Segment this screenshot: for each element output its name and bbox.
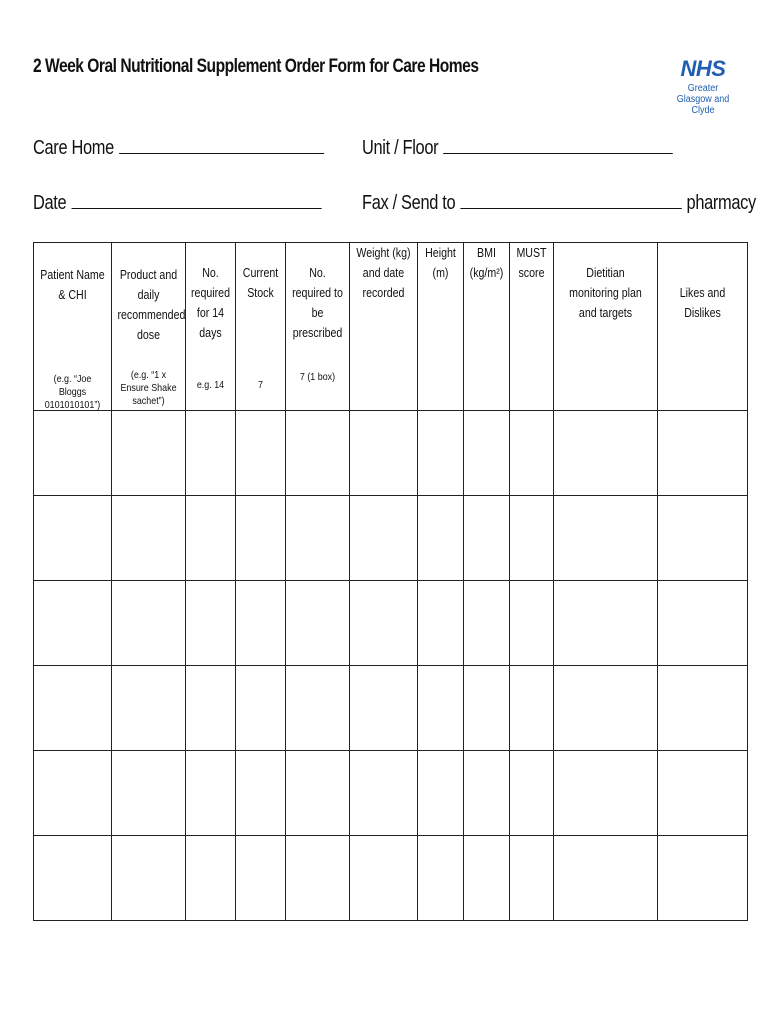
form-title: 2 Week Oral Nutritional Supplement Order Form for Care Homes bbox=[33, 56, 479, 77]
entry-cell-current_stock[interactable] bbox=[236, 751, 286, 836]
entry-cell-current_stock[interactable] bbox=[236, 496, 286, 581]
nhs-board-name: Greater Glasgow and Clyde bbox=[676, 83, 730, 116]
entry-cell-current_stock[interactable] bbox=[236, 411, 286, 496]
example-product: (e.g. “1 x Ensure Shake sachet”) bbox=[120, 369, 177, 407]
entry-cell-must[interactable] bbox=[510, 581, 554, 666]
entry-cell-height[interactable] bbox=[418, 411, 464, 496]
header-cell-must bbox=[510, 243, 554, 411]
entry-cell-height[interactable] bbox=[418, 836, 464, 921]
entry-cell-dietitian[interactable] bbox=[554, 666, 658, 751]
nhs-logo bbox=[672, 57, 734, 116]
column-header-likes: Likes and Dislikes bbox=[679, 286, 726, 320]
header-cell-weight bbox=[350, 243, 418, 411]
column-header-dietitian: Dietitian monitoring plan and targets bbox=[569, 266, 642, 320]
entry-cell-current_stock[interactable] bbox=[236, 666, 286, 751]
entry-cell-current_stock[interactable] bbox=[236, 581, 286, 666]
entry-cell-to_prescribe[interactable] bbox=[286, 581, 350, 666]
column-header-must: MUST score bbox=[516, 246, 547, 280]
entry-cell-likes[interactable] bbox=[658, 496, 748, 581]
care-home-input-line[interactable] bbox=[119, 135, 324, 154]
entry-cell-must[interactable] bbox=[510, 496, 554, 581]
table-row bbox=[34, 836, 748, 921]
header-cell-bmi bbox=[464, 243, 510, 411]
header-cell-no_required bbox=[186, 243, 236, 411]
date-label: Date bbox=[33, 192, 67, 214]
entry-cell-bmi[interactable] bbox=[464, 836, 510, 921]
entry-cell-bmi[interactable] bbox=[464, 581, 510, 666]
unit-floor-label: Unit / Floor bbox=[362, 137, 439, 159]
column-header-product: Product and daily recommended dose bbox=[117, 268, 186, 342]
entry-cell-no_required[interactable] bbox=[186, 751, 236, 836]
entry-cell-patient[interactable] bbox=[34, 581, 112, 666]
entry-cell-product[interactable] bbox=[112, 751, 186, 836]
entry-cell-dietitian[interactable] bbox=[554, 496, 658, 581]
header-cell-to_prescribe bbox=[286, 243, 350, 411]
table-header-row bbox=[34, 243, 748, 411]
entry-cell-must[interactable] bbox=[510, 411, 554, 496]
header-cell-product bbox=[112, 243, 186, 411]
entry-cell-current_stock[interactable] bbox=[236, 836, 286, 921]
table-row bbox=[34, 666, 748, 751]
fax-send-label: Fax / Send to bbox=[362, 192, 456, 214]
entry-cell-height[interactable] bbox=[418, 496, 464, 581]
entry-cell-patient[interactable] bbox=[34, 496, 112, 581]
table-row bbox=[34, 496, 748, 581]
column-header-patient: Patient Name & CHI bbox=[40, 268, 105, 302]
fax-send-suffix: pharmacy bbox=[686, 192, 756, 214]
header-cell-likes bbox=[658, 243, 748, 411]
entry-cell-likes[interactable] bbox=[658, 836, 748, 921]
fax-send-input-line[interactable] bbox=[460, 190, 681, 209]
entry-cell-product[interactable] bbox=[112, 496, 186, 581]
entry-cell-patient[interactable] bbox=[34, 411, 112, 496]
entry-cell-must[interactable] bbox=[510, 836, 554, 921]
column-header-bmi: BMI (kg/m²) bbox=[469, 246, 504, 280]
entry-cell-weight[interactable] bbox=[350, 836, 418, 921]
entry-cell-no_required[interactable] bbox=[186, 581, 236, 666]
entry-cell-to_prescribe[interactable] bbox=[286, 836, 350, 921]
entry-cell-bmi[interactable] bbox=[464, 411, 510, 496]
entry-cell-product[interactable] bbox=[112, 836, 186, 921]
entry-cell-height[interactable] bbox=[418, 581, 464, 666]
header-cell-dietitian bbox=[554, 243, 658, 411]
order-table bbox=[33, 242, 748, 921]
entry-cell-no_required[interactable] bbox=[186, 411, 236, 496]
entry-cell-dietitian[interactable] bbox=[554, 751, 658, 836]
entry-cell-weight[interactable] bbox=[350, 496, 418, 581]
entry-cell-must[interactable] bbox=[510, 751, 554, 836]
entry-cell-to_prescribe[interactable] bbox=[286, 411, 350, 496]
example-to_prescribe: 7 (1 box) bbox=[299, 371, 336, 383]
entry-cell-product[interactable] bbox=[112, 581, 186, 666]
entry-cell-bmi[interactable] bbox=[464, 666, 510, 751]
care-home-label: Care Home bbox=[33, 137, 114, 159]
example-patient: (e.g. “Joe Bloggs 0101010101”) bbox=[44, 373, 101, 411]
table-row bbox=[34, 411, 748, 496]
header-cell-patient bbox=[34, 243, 112, 411]
example-no_required: e.g. 14 bbox=[196, 379, 225, 391]
entry-cell-bmi[interactable] bbox=[464, 751, 510, 836]
table-row bbox=[34, 581, 748, 666]
care-home-field[interactable] bbox=[33, 135, 324, 160]
entry-cell-likes[interactable] bbox=[658, 666, 748, 751]
entry-cell-likes[interactable] bbox=[658, 581, 748, 666]
entry-cell-dietitian[interactable] bbox=[554, 411, 658, 496]
entry-cell-dietitian[interactable] bbox=[554, 836, 658, 921]
column-header-no_required: No. required for 14 days bbox=[191, 266, 230, 340]
entry-cell-to_prescribe[interactable] bbox=[286, 666, 350, 751]
header-cell-current_stock bbox=[236, 243, 286, 411]
entry-cell-likes[interactable] bbox=[658, 751, 748, 836]
header-cell-height bbox=[418, 243, 464, 411]
entry-cell-likes[interactable] bbox=[658, 411, 748, 496]
entry-cell-must[interactable] bbox=[510, 666, 554, 751]
entry-cell-height[interactable] bbox=[418, 666, 464, 751]
entry-cell-height[interactable] bbox=[418, 751, 464, 836]
entry-cell-bmi[interactable] bbox=[464, 496, 510, 581]
entry-cell-dietitian[interactable] bbox=[554, 581, 658, 666]
entry-cell-no_required[interactable] bbox=[186, 836, 236, 921]
entry-cell-weight[interactable] bbox=[350, 751, 418, 836]
nhs-logo-text: NHS bbox=[680, 56, 726, 81]
entry-cell-no_required[interactable] bbox=[186, 666, 236, 751]
entry-cell-patient[interactable] bbox=[34, 666, 112, 751]
entry-cell-to_prescribe[interactable] bbox=[286, 496, 350, 581]
column-header-height: Height (m) bbox=[425, 246, 456, 280]
date-field[interactable] bbox=[33, 190, 321, 215]
entry-cell-product[interactable] bbox=[112, 411, 186, 496]
unit-floor-field[interactable] bbox=[362, 135, 673, 160]
table-row bbox=[34, 751, 748, 836]
entry-cell-weight[interactable] bbox=[350, 666, 418, 751]
entry-cell-patient[interactable] bbox=[34, 836, 112, 921]
entry-cell-product[interactable] bbox=[112, 666, 186, 751]
entry-cell-to_prescribe[interactable] bbox=[286, 751, 350, 836]
column-header-weight: Weight (kg) and date recorded bbox=[356, 246, 411, 300]
date-input-line[interactable] bbox=[71, 190, 321, 209]
entry-cell-no_required[interactable] bbox=[186, 496, 236, 581]
entry-cell-patient[interactable] bbox=[34, 751, 112, 836]
unit-floor-input-line[interactable] bbox=[443, 135, 673, 154]
fax-send-field[interactable] bbox=[362, 190, 756, 215]
entry-cell-weight[interactable] bbox=[350, 581, 418, 666]
example-current_stock: 7 bbox=[258, 379, 263, 391]
column-header-current_stock: Current Stock bbox=[242, 266, 279, 300]
entry-cell-weight[interactable] bbox=[350, 411, 418, 496]
column-header-to_prescribe: No. required to be prescribed bbox=[292, 266, 343, 340]
